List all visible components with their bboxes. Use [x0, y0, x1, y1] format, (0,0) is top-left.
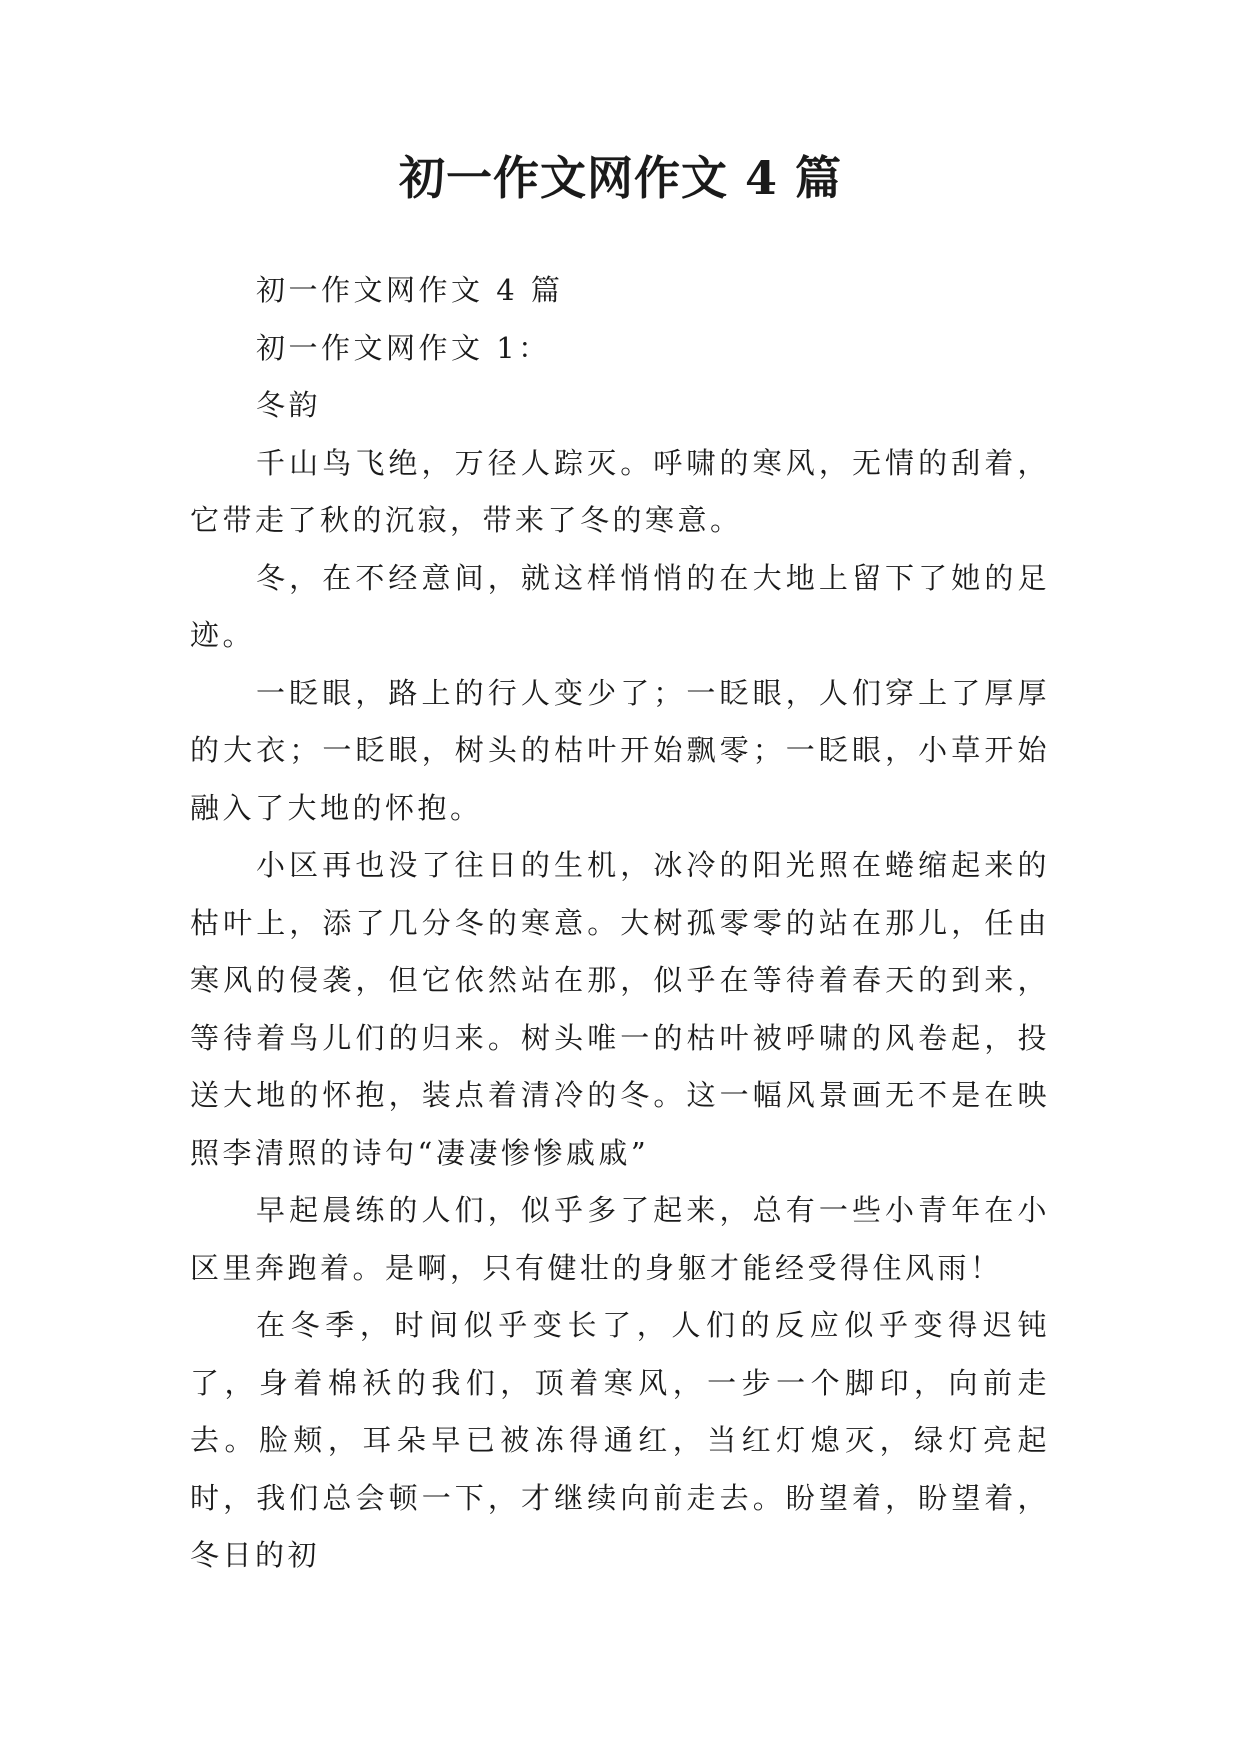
- paragraph: 小区再也没了往日的生机，冰冷的阳光照在蜷缩起来的枯叶上，添了几分冬的寒意。大树孤零零的站在那儿，任由寒风的侵袭，但它依然站在那，似乎在等待着春天的到来，等待着鸟儿们的归来。树头唯一的枯叶被呼啸的风卷起，投送大地的怀抱，装点着清冷的冬。这一幅风景画无不是在映照李清照的诗句“凄凄惨惨戚戚”: [190, 848, 1050, 1170]
- paragraph-essay-label: 初一作文网作文 1：: [256, 330, 551, 365]
- paragraph-heading-repeat: 初一作文网作文 4 篇: [256, 273, 564, 307]
- paragraph: 在冬季，时间似乎变长了，人们的反应似乎变得迟钝了，身着棉袄的我们，顶着寒风，一步一个脚印，向前走去。脸颊，耳朵早已被冻得通红，当红灯熄灭，绿灯亮起时，我们总会顿一下，才继续向前走去。盼望着，盼望着，冬日的初: [190, 1308, 1050, 1572]
- document-body: [190, 262, 1050, 1585]
- paragraph: 冬，在不经意间，就这样悄悄的在大地上留下了她的足迹。: [190, 560, 1050, 652]
- paragraph: 早起晨练的人们，似乎多了起来，总有一些小青年在小区里奔跑着。是啊，只有健壮的身躯才能经受得住风雨！: [190, 1193, 1050, 1285]
- paragraph-essay-title: 冬韵: [256, 388, 322, 422]
- paragraph: 一眨眼，路上的行人变少了；一眨眼，人们穿上了厚厚的大衣；一眨眼，树头的枯叶开始飘零；一眨眼，小草开始融入了大地的怀抱。: [190, 675, 1050, 825]
- paragraph: 千山鸟飞绝，万径人踪灭。呼啸的寒风，无情的刮着，它带走了秋的沉寂，带来了冬的寒意。: [190, 445, 1050, 537]
- document-title: 初一作文网作文 4 篇: [398, 151, 843, 205]
